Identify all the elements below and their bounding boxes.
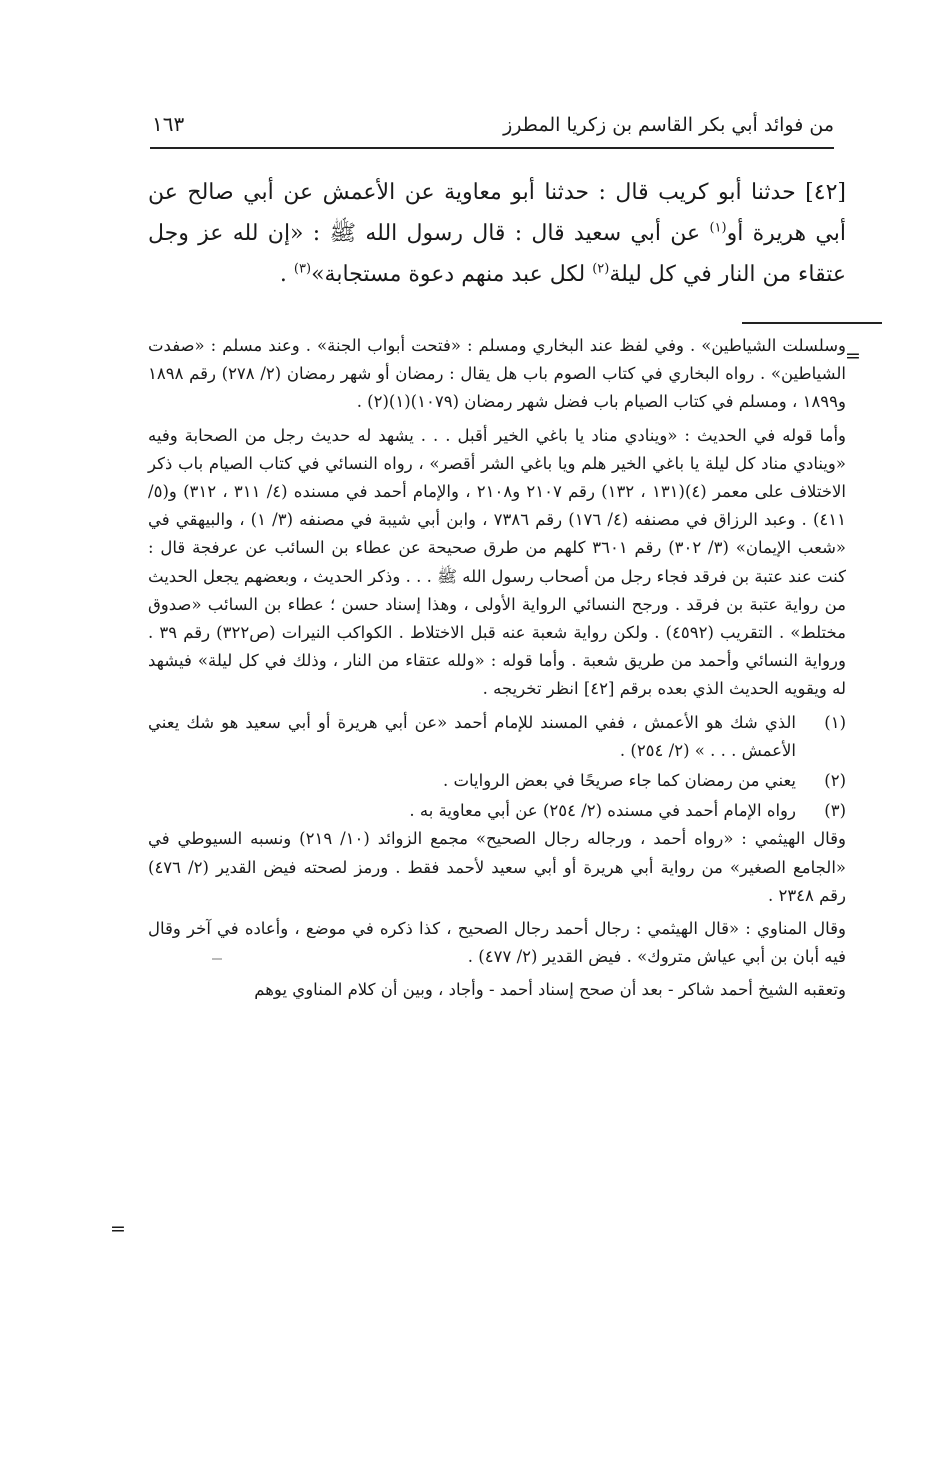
running-title: من فوائد أبي بكر القاسم بن زكريا المطرز [503, 114, 834, 136]
hadith-text-part: عن أبي سعيد قال : قال رسول الله ﷺ : «إن لله عز وجل عتقاء من النار في كل ليلة [148, 221, 846, 287]
footnote-text: الذي شك هو الأعمش ، ففي المسند للإمام أحمد «عن أبي هريرة أو أبي سعيد هو شك يعني الأعمش . . . » (٢/ ٢٥٤) . [148, 712, 797, 760]
hadith-text-end: . [279, 262, 294, 287]
header-rule [150, 147, 834, 149]
footnote-separator [742, 322, 882, 324]
footnote-3-paragraph: وقال الهيثمي : «رواه أحمد ، ورجاله رجال الصحيح» مجمع الزوائد (١٠/ ٢١٩) ونسبه السيوطي في «الجامع الصغير» من رواية أبي هريرة أو أبي سعيد لأحمد فقط . ورمز لصحته فيض القدير (٢/ ٤٧٦) رقم ٢٣٤٨ . [148, 829, 847, 905]
page-number: ١٦٣ [152, 112, 185, 136]
footnote-number: (١) [824, 712, 846, 732]
footnote-number: (٣) [824, 801, 846, 821]
footnote-item [148, 797, 846, 825]
running-header [150, 108, 834, 144]
footnote-number: (٢) [824, 771, 846, 791]
footnote-item [148, 709, 846, 765]
continuation-end-marker: = [110, 1218, 126, 1240]
scan-smudge [212, 958, 222, 960]
footnote-ref[interactable]: (٣) [293, 261, 312, 277]
footnote-3-paragraph: وقال المناوي : «قال الهيثمي : رجال أحمد رجال الصحيح ، كذا ذكره في موضع ، وأعاده في آخر وقال فيه أبان بن أبي عياش متروك» . فيض القدير (٢/ ٤٧٧) . [148, 919, 846, 967]
hadith-text-part: [٤٢] حدثنا أبو كريب قال : حدثنا أبو معاوية عن الأعمش عن أبي صالح عن أبي هريرة أو [148, 180, 847, 246]
hadith-paragraph [148, 172, 846, 295]
footnotes [148, 332, 846, 1010]
main-text [148, 172, 846, 295]
footnote-text: رواه الإمام أحمد في مسنده (٢/ ٢٥٤) عن أبي معاوية به . [409, 801, 796, 821]
footnote-text: يعني من رمضان كما جاء صريحًا في بعض الروايات . [442, 771, 796, 791]
footnote-carryover-paragraph: وأما قوله في الحديث : «وينادي مناد يا باغي الخير أقبل . . . يشهد له حديث رجل من الصحابة وفيه «وينادي مناد كل ليلة يا باغي الخير هلم ويا باغي الشر أقصر» ، رواه النسائي في كتاب الصيام باب ذكر الاختلاف على معمر (٤)(١٣١ ، ١٣٢) رقم ٢١٠٧ و٢١٠٨ ، والإمام أحمد في مسنده (٤/ ٣١١ ، ٣١٢) و(٥/ ٤١١) . وعبد الرزاق في مصنفه (٤/ ١٧٦) رقم ٧٣٨٦ ، وابن أبي شيبة في مصنفه (٣/ ١) ، والبيهقي في «شعب الإيمان» (٣/ ٣٠٢) رقم ٣٦٠١ كلهم من طرق صحيحة عن عطاء بن السائب عن عرفجة قال : كنت عند عتبة بن فرقد فجاء رجل من أصحاب رسول الله ﷺ . . . وذكر الحديث ، وبعضهم يجعل الحديث من رواية عتبة بن فرقد . ورجح النسائي الرواية الأولى ، وهذا إسناد حسن ؛ عطاء بن السائب «صدوق مختلط» . التقريب (٤٥٩٢) . ولكن رواية شعبة عنه قبل الاختلاط . الكواكب النيرات (ص٣٢٢) رقم ٣٩ . ورواية النسائي وأحمد من طريق شعبة . وأما قوله : «ولله عتقاء من النار ، وذلك في كل ليلة» فيشهد له ويقويه الحديث الذي بعده برقم [٤٢] انظر تخريجه . [148, 425, 847, 699]
footnote-carryover-paragraph: وسلسلت الشياطين» . وفي لفظ عند البخاري ومسلم : «فتحت أبواب الجنة» . وعند مسلم : «صفدت الشياطين» . رواه البخاري في كتاب الصوم باب هل يقال : رمضان أو شهر رمضان (٢/ ٢٧٨) رقم ١٨٩٨ و١٨٩٩ ، ومسلم في كتاب الصيام باب فضل شهر رمضان (١٠٧٩)(١)(٢) . [148, 336, 846, 412]
footnote-ref[interactable]: (٢) [592, 261, 610, 277]
continuation-marker: = [845, 345, 861, 367]
hadith-text-part: لكل عبد منهم دعوة مستجابة» [311, 262, 593, 287]
footnote-ref[interactable]: (١) [709, 220, 727, 236]
footnote-3-paragraph: وتعقبه الشيخ أحمد شاكر - بعد أن صحح إسناد أحمد - وأجاد ، وبين أن كلام المناوي يوهم [254, 980, 846, 1000]
footnote-item [148, 767, 846, 795]
